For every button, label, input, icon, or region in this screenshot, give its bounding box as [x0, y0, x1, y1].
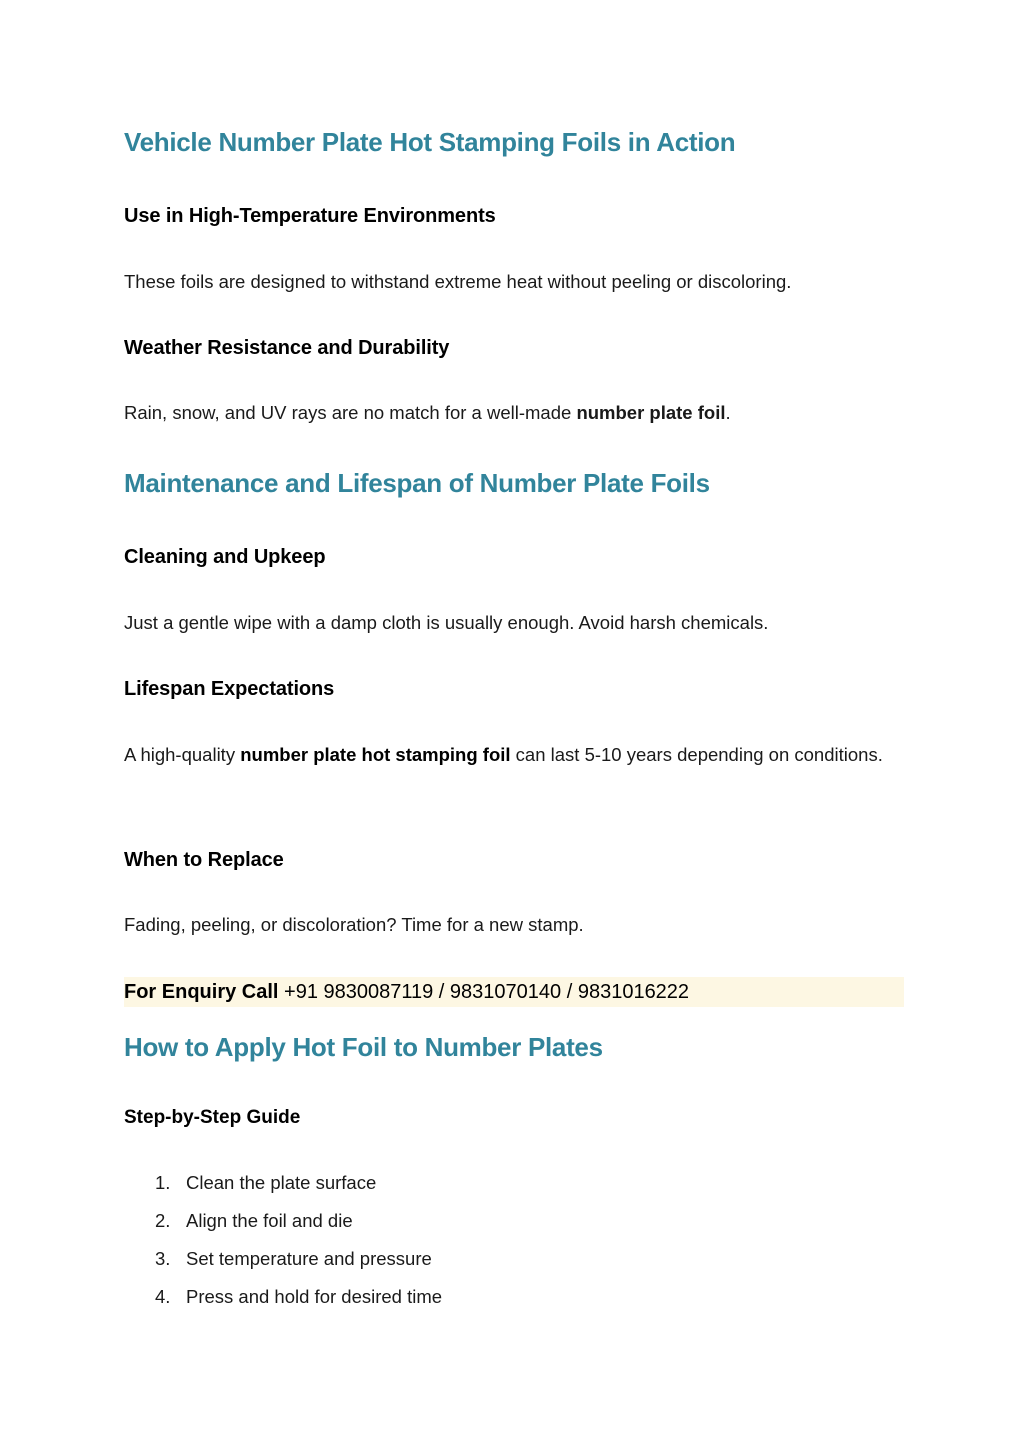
- lifespan-text-end: can last 5-10 years depending on conditions.: [510, 744, 883, 765]
- lifespan-text-start: A high-quality: [124, 744, 241, 765]
- subheading-weather: Weather Resistance and Durability: [124, 337, 450, 359]
- section-title-maintenance: Maintenance and Lifespan of Number Plate Foils: [124, 468, 710, 498]
- list-item: [124, 1172, 442, 1210]
- step-number: 3.: [155, 1248, 171, 1269]
- paragraph-replace: Fading, peeling, or discoloration? Time for a new stamp.: [124, 914, 584, 935]
- weather-text-start: Rain, snow, and UV rays are no match for a well-made: [124, 402, 577, 423]
- step-text: Set temperature and pressure: [186, 1248, 432, 1269]
- enquiry-label: For Enquiry Call: [124, 981, 279, 1003]
- list-item: [124, 1248, 442, 1286]
- paragraph-cleaning: Just a gentle wipe with a damp cloth is usually enough. Avoid harsh chemicals.: [124, 612, 769, 633]
- weather-text-bold: number plate foil: [576, 402, 726, 423]
- list-item: [124, 1210, 442, 1248]
- step-text: Clean the plate surface: [186, 1172, 377, 1193]
- subheading-lifespan: Lifespan Expectations: [124, 678, 335, 700]
- subheading-step-guide: Step-by-Step Guide: [124, 1107, 301, 1128]
- step-text: Align the foil and die: [186, 1210, 353, 1231]
- step-number: 1.: [155, 1172, 171, 1193]
- enquiry-banner: [124, 977, 904, 1007]
- subheading-high-temperature: Use in High-Temperature Environments: [124, 205, 496, 227]
- section-title-action: Vehicle Number Plate Hot Stamping Foils in Action: [124, 127, 736, 157]
- paragraph-lifespan: [124, 735, 900, 774]
- subheading-cleaning: Cleaning and Upkeep: [124, 546, 326, 568]
- subheading-replace: When to Replace: [124, 849, 284, 871]
- list-item: [124, 1286, 442, 1324]
- enquiry-phone-numbers[interactable]: +91 9830087119 / 9831070140 / 9831016222: [278, 981, 690, 1003]
- weather-text-end: .: [725, 402, 731, 423]
- lifespan-text-bold: number plate hot stamping foil: [240, 744, 511, 765]
- section-title-apply: How to Apply Hot Foil to Number Plates: [124, 1032, 603, 1062]
- paragraph-high-temperature: These foils are designed to withstand extreme heat without peeling or discoloring.: [124, 271, 792, 292]
- steps-list: [124, 1172, 442, 1324]
- step-number: 2.: [155, 1210, 171, 1231]
- step-text: Press and hold for desired time: [186, 1286, 443, 1307]
- step-number: 4.: [155, 1286, 171, 1307]
- paragraph-weather: [124, 404, 731, 423]
